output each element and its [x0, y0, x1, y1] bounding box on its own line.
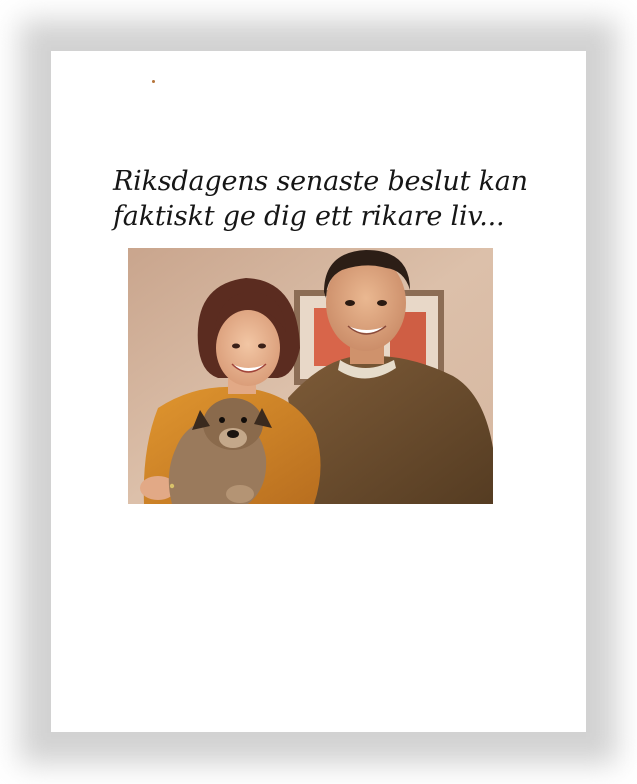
print-speck	[152, 80, 155, 83]
headline	[113, 164, 553, 234]
ring	[170, 484, 174, 488]
headline-line-1: Riksdagens senaste beslut kan	[113, 166, 528, 197]
couple-with-dog-photo	[128, 248, 493, 504]
brochure-page	[51, 51, 586, 732]
headline-line-2: faktiskt ge dig ett rikare liv...	[113, 201, 505, 232]
